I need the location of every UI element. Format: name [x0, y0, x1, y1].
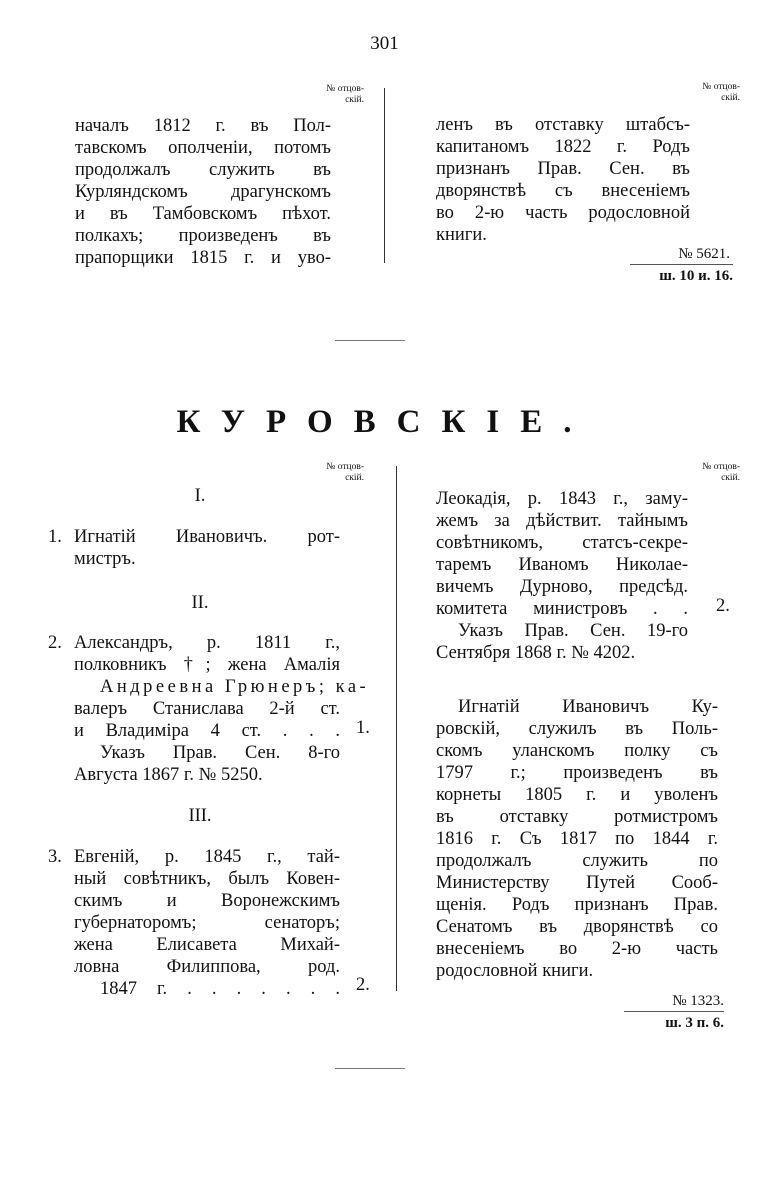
father-number: 2.	[716, 596, 730, 616]
text-line: таремъ Иваномъ Николае-	[436, 555, 688, 575]
text-line: скимъ и Воронежскимъ	[74, 891, 340, 911]
father-number: 1.	[356, 718, 370, 738]
text-line: ловна Филиппова, род.	[74, 957, 340, 977]
text-line: Августа 1867 г. № 5250.	[74, 765, 263, 785]
column-header-line2: скій.	[721, 93, 740, 103]
right-column-header	[660, 462, 740, 484]
text-line: прапорщики 1815 г. и уво-	[75, 248, 331, 268]
reference-rule	[630, 264, 733, 265]
text-line: губернаторомъ; сенаторъ;	[74, 913, 340, 933]
text-line: и въ Тамбовскомъ пѣхот.	[75, 204, 331, 224]
text-line: мистръ.	[74, 549, 136, 569]
text-line: продолжалъ служить по	[436, 851, 718, 871]
generation-heading: III.	[188, 806, 212, 826]
text-line: Указъ Прав. Сен. 19-го	[458, 621, 688, 641]
column-header-line2: скій.	[345, 95, 364, 105]
column-header-line2: скій.	[345, 473, 364, 483]
left-column-header	[300, 462, 364, 484]
page-number: 301	[370, 33, 399, 54]
text-line: Игнатій Ивановичъ. рот-	[74, 527, 340, 547]
section-separator	[335, 1068, 405, 1069]
text-line: Курляндскомъ драгунскомъ	[75, 182, 331, 202]
text-line: комитета министровъ . .	[436, 599, 688, 619]
section-separator	[335, 340, 405, 341]
text-line: корнеты 1805 г. и уволенъ	[436, 785, 718, 805]
column-header-line2: скій.	[721, 473, 740, 483]
text-line: во 2-ю часть родословной	[436, 203, 690, 223]
text-line: 1816 г. Съ 1817 по 1844 г.	[436, 829, 718, 849]
text-line: Александръ, р. 1811 г.,	[74, 633, 340, 653]
text-line: ровскій, служилъ въ Поль-	[436, 719, 718, 739]
text-line: 1797 г.; произведенъ въ	[436, 763, 718, 783]
text-line: внесеніемъ во 2-ю часть	[436, 939, 718, 959]
person-number: 1.	[48, 527, 62, 547]
text-line: признанъ Прав. Сен. въ	[436, 159, 690, 179]
text-line: полкахъ; произведенъ въ	[75, 226, 331, 246]
text-line: продолжалъ служить въ	[75, 160, 331, 180]
text-line: родословной книги.	[436, 961, 594, 981]
reference-number: № 1323.	[672, 993, 724, 1009]
text-line: совѣтникомъ, статсъ-секре-	[436, 533, 688, 553]
column-header-line1: № отцов-	[326, 462, 364, 472]
text-line: жена Елисавета Михай-	[74, 935, 340, 955]
text-line: книги.	[436, 225, 487, 245]
text-line: Евгеній, р. 1845 г., тай-	[74, 847, 340, 867]
column-divider-top	[384, 88, 385, 263]
person-number: 2.	[48, 633, 62, 653]
text-line: скомъ уланскомъ полку съ	[436, 741, 718, 761]
generation-heading: II.	[191, 593, 209, 613]
text-line: валеръ Станислава 2-й ст.	[74, 699, 340, 719]
text-line: Андреевна Грюнеръ; ка-	[100, 677, 370, 697]
generation-heading: I.	[194, 486, 206, 506]
text-line: дворянствѣ съ внесеніемъ	[436, 181, 690, 201]
reference-location: ш. 3 п. 6.	[665, 1015, 724, 1031]
reference-rule	[624, 1011, 724, 1012]
text-line: Министерству Путей Сооб-	[436, 873, 718, 893]
left-column-header	[300, 84, 364, 106]
text-line: Сенатомъ въ дворянствѣ со	[436, 917, 718, 937]
reference-location: ш. 10 и. 16.	[659, 268, 733, 284]
text-line: Леокадія, р. 1843 г., заму-	[436, 489, 688, 509]
text-line: тавскомъ ополченіи, потомъ	[75, 138, 331, 158]
text-line: въ отставку ротмистромъ	[436, 807, 718, 827]
column-divider-bottom	[396, 466, 397, 991]
text-line: Указъ Прав. Сен. 8-го	[100, 743, 340, 763]
family-title: КУРОВСКІЕ.	[176, 404, 593, 440]
reference-number: № 5621.	[678, 246, 730, 262]
text-line: началъ 1812 г. въ Пол-	[75, 116, 331, 136]
text-line: Сентября 1868 г. № 4202.	[436, 643, 636, 663]
text-line: вичемъ Дурново, предсѣд.	[436, 577, 688, 597]
text-line: ный совѣтникъ, былъ Ковен-	[74, 869, 340, 889]
father-number: 2.	[356, 975, 370, 995]
column-header-line1: № отцов-	[702, 82, 740, 92]
text-line: ленъ въ отставку штабсъ-	[436, 115, 690, 135]
text-line: щенія. Родъ признанъ Прав.	[436, 895, 718, 915]
text-line: Игнатій Ивановичъ Ку-	[458, 697, 718, 717]
person-number: 3.	[48, 847, 62, 867]
right-column-header	[660, 82, 740, 104]
column-header-line1: № отцов-	[702, 462, 740, 472]
text-line: капитаномъ 1822 г. Родъ	[436, 137, 690, 157]
text-line: полковникъ †; жена Амалія	[74, 655, 340, 675]
text-line: и Владиміра 4 ст. . . .	[74, 721, 340, 741]
column-header-line1: № отцов-	[326, 84, 364, 94]
text-line: 1847 г. . . . . . . .	[100, 979, 340, 999]
text-line: жемъ за дѣйствит. тайнымъ	[436, 511, 688, 531]
